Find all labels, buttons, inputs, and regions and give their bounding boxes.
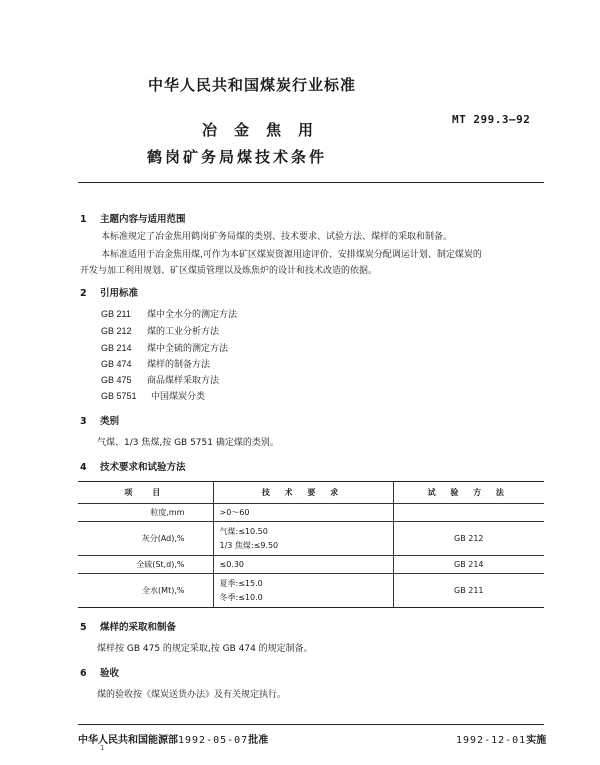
reference-code: GB 475 [101, 375, 132, 385]
footer-rule [78, 724, 544, 725]
row-requirement [213, 522, 393, 556]
implementation-date: 1992-12-01 [456, 735, 527, 746]
row-requirement [213, 556, 393, 574]
reference-code: GB 211 [101, 309, 131, 319]
implementation-line [456, 731, 546, 746]
reference-name: 中国煤炭分类 [151, 392, 206, 402]
table-row [78, 574, 544, 608]
reference-name: 煤样的制备方法 [147, 360, 211, 370]
section-title: 煤样的采取和制备 [100, 622, 177, 633]
section-title: 技术要求和试验方法 [100, 462, 186, 473]
reference-item [101, 373, 219, 386]
requirement-line: ≤0.30 [219, 559, 245, 569]
standard-code: MT 299.3—92 [452, 113, 531, 126]
section-number: 2 [80, 288, 87, 299]
approval-line [78, 731, 268, 746]
table-row [78, 522, 544, 556]
reference-item [101, 389, 205, 402]
section-title: 类别 [100, 416, 120, 427]
table-row [78, 504, 544, 522]
requirement-line: 夏季:≤15.0 [219, 578, 263, 588]
reference-name: 煤中全水分的测定方法 [147, 310, 238, 320]
section-5-heading [80, 619, 176, 633]
reference-code: GB 5751 [101, 391, 137, 401]
requirement-line: 冬季:≤10.0 [219, 592, 263, 602]
section-1-para-2-cont: 开发与加工利用规划、矿区煤质管理以及炼焦炉的设计和技术改造的依据。 [80, 266, 378, 276]
row-method: GB 212 [393, 522, 544, 556]
reference-name: 煤的工业分析方法 [147, 327, 220, 337]
standard-category: 中华人民共和国煤炭行业标准 [148, 76, 357, 94]
approval-label: 批准 [248, 735, 269, 746]
section-5-text: 煤样按 GB 475 的规定采取,按 GB 474 的规定制备。 [97, 644, 313, 654]
section-3-text: 气煤、1/3 焦煤,按 GB 5751 确定煤的类别。 [97, 438, 279, 448]
column-header-requirement: 技 术 要 求 [213, 482, 393, 504]
row-requirement [213, 574, 393, 608]
section-title: 主题内容与适用范围 [100, 214, 186, 225]
reference-item [101, 357, 210, 370]
requirement-line: >0～60 [219, 507, 250, 517]
reference-name: 煤中全硫的测定方法 [147, 344, 229, 354]
reference-code: GB 474 [101, 359, 132, 369]
row-item: 灰分(Ad),% [78, 522, 213, 556]
section-number: 6 [80, 668, 87, 679]
approval-date: 1992-05-07 [178, 735, 249, 746]
reference-code: GB 212 [101, 326, 132, 336]
row-item: 全硫(St,d),% [78, 556, 213, 574]
row-method: GB 214 [393, 556, 544, 574]
requirement-line: 1/3 焦煤:≤9.50 [219, 540, 279, 550]
column-header-item: 项 目 [78, 482, 213, 504]
row-requirement [213, 504, 393, 522]
reference-code: GB 214 [101, 343, 132, 353]
section-2-heading [80, 285, 138, 299]
section-4-heading [80, 459, 186, 473]
section-6-heading [80, 665, 119, 679]
reference-item [101, 324, 219, 337]
row-item: 全水(Mt),% [78, 574, 213, 608]
section-1-para-1: 本标准规定了冶金焦用鹤岗矿务局煤的类别、技术要求、试验方法、煤样的采取和制备。 [101, 232, 453, 242]
implementation-label: 实施 [526, 735, 547, 746]
requirement-line: 气煤:≤10.50 [219, 526, 268, 536]
row-item: 粒度,mm [78, 504, 213, 522]
section-number: 4 [80, 462, 87, 473]
section-number: 1 [80, 214, 87, 225]
section-number: 5 [80, 622, 87, 633]
section-1-heading [80, 211, 186, 225]
section-title: 验收 [100, 668, 120, 679]
reference-name: 商品煤样采取方法 [147, 376, 220, 386]
row-method: GB 211 [393, 574, 544, 608]
section-3-heading [80, 413, 119, 427]
section-1-para-2: 本标准适用于冶金焦用煤,可作为本矿区煤炭资源用途评价、安排煤炭分配调运计划、制定煤炭的 [101, 250, 482, 260]
column-header-method: 试 验 方 法 [393, 482, 544, 504]
table-header-row [78, 482, 544, 504]
page-number: 1 [100, 744, 105, 752]
title-line-2: 鹤岗矿务局煤技术条件 [147, 148, 328, 166]
row-method [393, 504, 544, 522]
reference-item [101, 341, 228, 354]
header-rule [78, 182, 544, 183]
section-title: 引用标准 [100, 288, 139, 299]
approving-authority: 中华人民共和国能源部 [78, 735, 178, 746]
section-number: 3 [80, 416, 87, 427]
table-row [78, 556, 544, 574]
reference-item [101, 307, 237, 320]
title-line-1: 冶金焦用 [202, 121, 331, 139]
spec-table [78, 481, 544, 608]
section-6-text: 煤的验收按《煤炭送货办法》及有关规定执行。 [97, 690, 287, 700]
